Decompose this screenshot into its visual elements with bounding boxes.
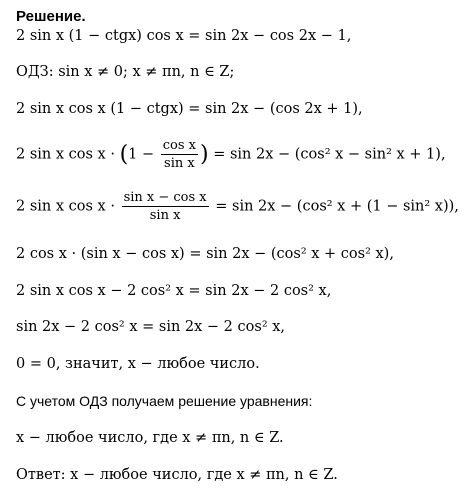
equation-line-3 [16, 138, 446, 171]
fraction-numerator: sin x − cos x [123, 190, 207, 205]
odz-line: ОДЗ: sin x ≠ 0; x ≠ πn, n ∈ Z; [16, 64, 235, 80]
fraction-denominator: sin x [164, 156, 195, 171]
close-paren: ) [200, 142, 209, 167]
equation-line-4-right: = sin 2x − (cos² x + (1 − sin² x)), [215, 198, 459, 215]
conclusion-line: 0 = 0, значит, x − любое число. [16, 356, 260, 372]
equation-line-4-left: 2 sin x cos x · [16, 198, 115, 215]
frac1-prefix: 1 − [128, 146, 155, 163]
answer-line: Ответ: x − любое число, где x ≠ πn, n ∈ Z. [16, 467, 338, 483]
solution-line: x − любое число, где x ≠ πn, n ∈ Z. [16, 430, 284, 446]
fraction-denominator: sin x [149, 208, 181, 223]
equation-line-5: 2 cos x · (sin x − cos x) = sin 2x − (cos² x + cos² x), [16, 246, 394, 262]
fraction-cos-over-sin [161, 138, 198, 171]
fraction-numerator: cos x [162, 138, 196, 153]
open-paren: ( [119, 142, 129, 167]
equation-line-4 [16, 190, 459, 223]
solution-heading: Решение. [16, 8, 86, 25]
equation-line-7: sin 2x − 2 cos² x = sin 2x − 2 cos² x, [16, 319, 286, 335]
odz-note-line: С учетом ОДЗ получаем решение уравнения: [16, 393, 313, 409]
equation-line-3-left: 2 sin x cos x · [16, 146, 115, 163]
equation-line-1: 2 sin x (1 − ctgx) cos x = sin 2x − cos 2x − 1, [16, 28, 352, 44]
equation-line-6: 2 sin x cos x − 2 cos² x = sin 2x − 2 cos² x, [16, 283, 332, 299]
equation-line-3-right: = sin 2x − (cos² x − sin² x + 1), [213, 146, 446, 163]
fraction-diff-over-sin [122, 190, 209, 223]
equation-line-2: 2 sin x cos x (1 − ctgx) = sin 2x − (cos 2x + 1), [16, 101, 363, 117]
